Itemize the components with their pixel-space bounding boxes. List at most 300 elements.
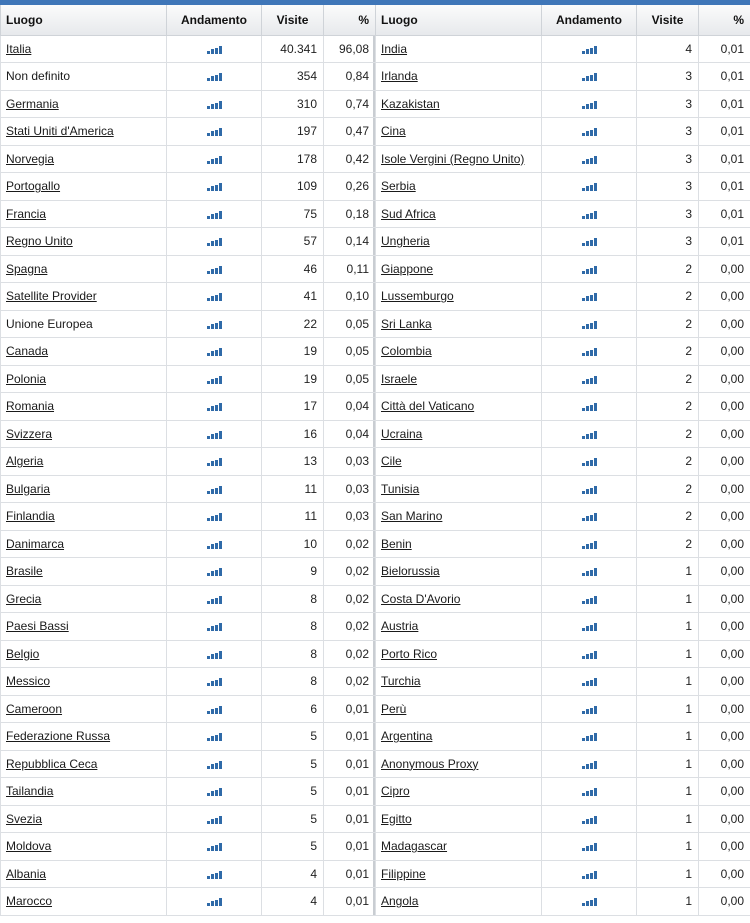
luogo-cell — [1, 805, 167, 833]
location-link[interactable]: Colombia — [381, 344, 432, 359]
location-link[interactable]: Francia — [6, 206, 47, 221]
luogo-cell — [1, 228, 167, 256]
bar-chart-icon[interactable] — [582, 871, 597, 879]
percent-cell: 0,00 — [699, 448, 750, 476]
table-row — [1, 695, 376, 723]
bar-chart-icon[interactable] — [207, 843, 222, 851]
bar-chart-icon[interactable] — [582, 513, 597, 521]
luogo-cell — [1, 668, 167, 696]
right-table-container — [375, 5, 750, 916]
location-link[interactable]: Portogallo — [6, 179, 61, 194]
bar-chart-icon[interactable] — [582, 321, 597, 329]
bar-chart-icon[interactable] — [582, 46, 597, 54]
visite-cell: 5 — [262, 750, 324, 778]
percent-cell: 0,00 — [699, 393, 750, 421]
location-link[interactable]: Belgio — [6, 646, 40, 661]
location-link[interactable]: Canada — [6, 344, 49, 359]
bar-chart-icon[interactable] — [207, 486, 222, 494]
percent-cell: 0,26 — [324, 173, 376, 201]
bar-chart-icon[interactable] — [582, 211, 597, 219]
luogo-cell — [376, 695, 542, 723]
table-row — [1, 338, 376, 366]
location-link[interactable]: Austria — [381, 619, 419, 634]
bar-chart-icon[interactable] — [582, 486, 597, 494]
header-luogo[interactable]: Luogo — [376, 5, 542, 35]
bar-chart-icon[interactable] — [582, 238, 597, 246]
andamento-cell — [542, 723, 637, 751]
bar-chart-icon[interactable] — [207, 348, 222, 356]
location-link[interactable]: Irlanda — [381, 69, 418, 84]
visite-cell: 3 — [637, 145, 699, 173]
locations-table-left — [0, 5, 376, 916]
bar-chart-icon[interactable] — [582, 651, 597, 659]
andamento-cell — [542, 530, 637, 558]
luogo-cell — [376, 35, 542, 63]
location-link[interactable]: Algeria — [6, 454, 44, 469]
table-row — [376, 63, 750, 91]
location-link[interactable]: Italia — [6, 41, 32, 56]
location-link[interactable]: Turchia — [381, 674, 421, 689]
andamento-cell — [167, 200, 262, 228]
bar-chart-icon[interactable] — [582, 73, 597, 81]
bar-chart-icon[interactable] — [207, 651, 222, 659]
visite-cell: 3 — [637, 228, 699, 256]
visite-cell: 2 — [637, 530, 699, 558]
luogo-cell — [376, 90, 542, 118]
location-link[interactable]: Satellite Provider — [6, 289, 97, 304]
location-link[interactable]: Danimarca — [6, 536, 65, 551]
table-row — [1, 200, 376, 228]
bar-chart-icon[interactable] — [582, 788, 597, 796]
luogo-cell — [1, 888, 167, 916]
bar-chart-icon[interactable] — [582, 623, 597, 631]
header-luogo[interactable]: Luogo — [1, 5, 167, 35]
table-row — [1, 805, 376, 833]
location-link[interactable]: Ucraina — [381, 426, 423, 441]
location-link[interactable]: Perù — [381, 701, 407, 716]
location-link[interactable]: Cameroon — [6, 701, 63, 716]
location-link[interactable]: Germania — [6, 96, 59, 111]
location-link[interactable]: Federazione Russa — [6, 729, 111, 744]
header-percent[interactable]: % — [324, 5, 376, 35]
table-row — [376, 200, 750, 228]
location-label: Non definito — [6, 69, 71, 84]
andamento-cell — [167, 393, 262, 421]
percent-cell: 0,00 — [699, 338, 750, 366]
bar-chart-icon[interactable] — [207, 871, 222, 879]
bar-chart-icon[interactable] — [207, 898, 222, 906]
andamento-cell — [167, 695, 262, 723]
location-link[interactable]: Filippine — [381, 866, 426, 881]
bar-chart-icon[interactable] — [582, 568, 597, 576]
luogo-cell — [1, 310, 167, 338]
bar-chart-icon[interactable] — [207, 431, 222, 439]
table-row — [1, 860, 376, 888]
percent-cell: 0,01 — [324, 860, 376, 888]
luogo-cell — [1, 118, 167, 146]
bar-chart-icon[interactable] — [207, 403, 222, 411]
table-header-row — [376, 5, 750, 35]
bar-chart-icon[interactable] — [207, 266, 222, 274]
visite-cell: 5 — [262, 833, 324, 861]
percent-cell: 0,84 — [324, 63, 376, 91]
luogo-cell — [376, 585, 542, 613]
table-row — [376, 283, 750, 311]
location-link[interactable]: Serbia — [381, 179, 416, 194]
bar-chart-icon[interactable] — [207, 733, 222, 741]
andamento-cell — [167, 613, 262, 641]
bar-chart-icon[interactable] — [207, 376, 222, 384]
andamento-cell — [542, 338, 637, 366]
table-row — [1, 145, 376, 173]
luogo-cell — [1, 90, 167, 118]
bar-chart-icon[interactable] — [582, 816, 597, 824]
andamento-cell — [167, 63, 262, 91]
visite-cell: 1 — [637, 833, 699, 861]
luogo-cell — [376, 805, 542, 833]
location-link[interactable]: Lussemburgo — [381, 289, 454, 304]
location-link[interactable]: Israele — [381, 371, 418, 386]
visite-cell: 1 — [637, 668, 699, 696]
bar-chart-icon[interactable] — [582, 293, 597, 301]
location-link[interactable]: Grecia — [6, 591, 42, 606]
location-link[interactable]: Stati Uniti d'America — [6, 124, 114, 139]
locations-table-right — [375, 5, 750, 916]
bar-chart-icon[interactable] — [582, 376, 597, 384]
location-link[interactable]: Regno Unito — [6, 234, 73, 249]
location-link[interactable]: Sri Lanka — [381, 316, 432, 331]
luogo-cell — [376, 310, 542, 338]
percent-cell: 0,00 — [699, 255, 750, 283]
bar-chart-icon[interactable] — [582, 266, 597, 274]
location-link[interactable]: Città del Vaticano — [381, 399, 475, 414]
location-link[interactable]: Anonymous Proxy — [381, 756, 479, 771]
table-row — [376, 90, 750, 118]
luogo-cell — [1, 283, 167, 311]
bar-chart-icon[interactable] — [207, 321, 222, 329]
table-row — [376, 228, 750, 256]
table-row — [1, 585, 376, 613]
luogo-cell — [376, 338, 542, 366]
header-visite[interactable]: Visite — [262, 5, 324, 35]
percent-cell: 0,01 — [699, 173, 750, 201]
location-link[interactable]: Repubblica Ceca — [6, 756, 98, 771]
table-row — [1, 613, 376, 641]
visite-cell: 4 — [262, 888, 324, 916]
bar-chart-icon[interactable] — [582, 843, 597, 851]
visite-cell: 2 — [637, 338, 699, 366]
andamento-cell — [542, 833, 637, 861]
location-link[interactable]: Kazakistan — [381, 96, 440, 111]
bar-chart-icon[interactable] — [207, 623, 222, 631]
bar-chart-icon[interactable] — [207, 568, 222, 576]
bar-chart-icon[interactable] — [207, 678, 222, 686]
andamento-cell — [542, 778, 637, 806]
andamento-cell — [542, 173, 637, 201]
percent-cell: 0,00 — [699, 503, 750, 531]
visite-cell: 1 — [637, 640, 699, 668]
visite-cell: 197 — [262, 118, 324, 146]
table-row — [1, 558, 376, 586]
percent-cell: 0,00 — [699, 860, 750, 888]
bar-chart-icon[interactable] — [207, 816, 222, 824]
luogo-cell — [376, 750, 542, 778]
bar-chart-icon[interactable] — [207, 706, 222, 714]
location-link[interactable]: Cipro — [381, 784, 410, 799]
visite-cell: 41 — [262, 283, 324, 311]
location-link[interactable]: Tailandia — [6, 784, 54, 799]
andamento-cell — [167, 833, 262, 861]
andamento-cell — [167, 255, 262, 283]
table-row — [1, 833, 376, 861]
percent-cell: 0,02 — [324, 585, 376, 613]
luogo-cell — [376, 255, 542, 283]
andamento-cell — [542, 448, 637, 476]
visite-cell: 10 — [262, 530, 324, 558]
location-link[interactable]: Tunisia — [381, 481, 420, 496]
bar-chart-icon[interactable] — [582, 596, 597, 604]
location-link[interactable]: Madagascar — [381, 839, 448, 854]
percent-cell: 0,11 — [324, 255, 376, 283]
location-link[interactable]: Cile — [381, 454, 402, 469]
bar-chart-icon[interactable] — [582, 156, 597, 164]
header-percent[interactable]: % — [699, 5, 750, 35]
visite-cell: 19 — [262, 338, 324, 366]
location-link[interactable]: Egitto — [381, 811, 412, 826]
location-link[interactable]: Paesi Bassi — [6, 619, 69, 634]
table-row — [1, 475, 376, 503]
table-row — [376, 750, 750, 778]
andamento-cell — [542, 310, 637, 338]
location-link[interactable]: Svizzera — [6, 426, 53, 441]
visite-cell: 8 — [262, 585, 324, 613]
andamento-cell — [542, 475, 637, 503]
table-row — [1, 118, 376, 146]
location-link[interactable]: Brasile — [6, 564, 43, 579]
visite-cell: 5 — [262, 723, 324, 751]
bar-chart-icon[interactable] — [582, 403, 597, 411]
percent-cell: 0,14 — [324, 228, 376, 256]
table-row — [376, 503, 750, 531]
table-row — [376, 448, 750, 476]
location-link[interactable]: Argentina — [381, 729, 433, 744]
table-row — [1, 420, 376, 448]
visite-cell: 8 — [262, 668, 324, 696]
visite-cell: 2 — [637, 503, 699, 531]
bar-chart-icon[interactable] — [207, 541, 222, 549]
bar-chart-icon[interactable] — [582, 101, 597, 109]
percent-cell: 0,02 — [324, 558, 376, 586]
luogo-cell — [1, 860, 167, 888]
percent-cell: 0,04 — [324, 393, 376, 421]
bar-chart-icon[interactable] — [207, 73, 222, 81]
location-link[interactable]: Finlandia — [6, 509, 55, 524]
bar-chart-icon[interactable] — [582, 431, 597, 439]
andamento-cell — [167, 420, 262, 448]
luogo-cell — [376, 723, 542, 751]
bar-chart-icon[interactable] — [582, 183, 597, 191]
visite-cell: 2 — [637, 475, 699, 503]
location-link[interactable]: Svezia — [6, 811, 43, 826]
andamento-cell — [167, 145, 262, 173]
table-row — [376, 255, 750, 283]
percent-cell: 0,47 — [324, 118, 376, 146]
andamento-cell — [542, 558, 637, 586]
location-link[interactable]: Ungheria — [381, 234, 430, 249]
location-link[interactable]: Porto Rico — [381, 646, 438, 661]
header-visite[interactable]: Visite — [637, 5, 699, 35]
location-link[interactable]: Cina — [381, 124, 406, 139]
visite-cell: 3 — [637, 200, 699, 228]
visite-cell: 9 — [262, 558, 324, 586]
location-link[interactable]: Angola — [381, 894, 419, 909]
visite-cell: 3 — [637, 63, 699, 91]
luogo-cell — [376, 860, 542, 888]
percent-cell: 0,01 — [699, 228, 750, 256]
percent-cell: 0,03 — [324, 475, 376, 503]
andamento-cell — [167, 530, 262, 558]
bar-chart-icon[interactable] — [207, 211, 222, 219]
table-row — [376, 805, 750, 833]
location-label: Unione Europea — [6, 316, 93, 331]
location-link[interactable]: Norvegia — [6, 151, 55, 166]
bar-chart-icon[interactable] — [207, 46, 222, 54]
visite-cell: 1 — [637, 723, 699, 751]
table-row — [376, 35, 750, 63]
bar-chart-icon[interactable] — [207, 761, 222, 769]
bar-chart-icon[interactable] — [582, 458, 597, 466]
location-link[interactable]: Sud Africa — [381, 206, 436, 221]
bar-chart-icon[interactable] — [582, 761, 597, 769]
bar-chart-icon[interactable] — [207, 128, 222, 136]
bar-chart-icon[interactable] — [582, 898, 597, 906]
header-andamento[interactable]: Andamento — [542, 5, 637, 35]
luogo-cell — [376, 668, 542, 696]
location-link[interactable]: Benin — [381, 536, 412, 551]
percent-cell: 0,00 — [699, 420, 750, 448]
luogo-cell — [1, 723, 167, 751]
andamento-cell — [542, 750, 637, 778]
visite-cell: 1 — [637, 558, 699, 586]
luogo-cell — [376, 888, 542, 916]
table-body-right — [376, 35, 750, 915]
andamento-cell — [167, 750, 262, 778]
table-row — [1, 668, 376, 696]
bar-chart-icon[interactable] — [582, 541, 597, 549]
table-row — [1, 530, 376, 558]
visite-cell: 178 — [262, 145, 324, 173]
table-row — [376, 833, 750, 861]
bar-chart-icon[interactable] — [582, 706, 597, 714]
table-row — [376, 860, 750, 888]
luogo-cell — [376, 503, 542, 531]
visite-cell: 6 — [262, 695, 324, 723]
percent-cell: 0,00 — [699, 833, 750, 861]
luogo-cell — [1, 695, 167, 723]
location-link[interactable]: Costa D'Avorio — [381, 591, 461, 606]
percent-cell: 0,01 — [699, 118, 750, 146]
bar-chart-icon[interactable] — [582, 678, 597, 686]
table-row — [376, 668, 750, 696]
andamento-cell — [542, 888, 637, 916]
bar-chart-icon[interactable] — [207, 101, 222, 109]
visite-cell: 22 — [262, 310, 324, 338]
bar-chart-icon[interactable] — [582, 348, 597, 356]
bar-chart-icon[interactable] — [582, 733, 597, 741]
percent-cell: 0,00 — [699, 888, 750, 916]
percent-cell: 0,05 — [324, 310, 376, 338]
percent-cell: 0,01 — [699, 63, 750, 91]
bar-chart-icon[interactable] — [207, 183, 222, 191]
visite-cell: 19 — [262, 365, 324, 393]
bar-chart-icon[interactable] — [207, 458, 222, 466]
luogo-cell — [1, 35, 167, 63]
andamento-cell — [167, 723, 262, 751]
location-link[interactable]: Polonia — [6, 371, 47, 386]
andamento-cell — [542, 145, 637, 173]
percent-cell: 0,01 — [324, 805, 376, 833]
visite-cell: 16 — [262, 420, 324, 448]
bar-chart-icon[interactable] — [582, 128, 597, 136]
location-link[interactable]: Bulgaria — [6, 481, 51, 496]
andamento-cell — [542, 420, 637, 448]
location-link[interactable]: Isole Vergini (Regno Unito) — [381, 151, 525, 166]
luogo-cell — [1, 558, 167, 586]
percent-cell: 0,00 — [699, 310, 750, 338]
bar-chart-icon[interactable] — [207, 513, 222, 521]
location-link[interactable]: Messico — [6, 674, 51, 689]
luogo-cell — [376, 200, 542, 228]
table-row — [1, 778, 376, 806]
table-row — [1, 503, 376, 531]
location-link[interactable]: Marocco — [6, 894, 53, 909]
andamento-cell — [542, 200, 637, 228]
bar-chart-icon[interactable] — [207, 788, 222, 796]
percent-cell: 0,00 — [699, 585, 750, 613]
visite-cell: 2 — [637, 283, 699, 311]
bar-chart-icon[interactable] — [207, 293, 222, 301]
visite-cell: 1 — [637, 750, 699, 778]
location-link[interactable]: Moldova — [6, 839, 52, 854]
header-andamento[interactable]: Andamento — [167, 5, 262, 35]
location-link[interactable]: Albania — [6, 866, 47, 881]
table-row — [376, 338, 750, 366]
andamento-cell — [542, 365, 637, 393]
visite-cell: 5 — [262, 805, 324, 833]
location-link[interactable]: India — [381, 41, 408, 56]
table-body-left — [1, 35, 376, 915]
bar-chart-icon[interactable] — [207, 238, 222, 246]
percent-cell: 0,01 — [324, 750, 376, 778]
percent-cell: 0,05 — [324, 365, 376, 393]
bar-chart-icon[interactable] — [207, 596, 222, 604]
location-link[interactable]: Bielorussia — [381, 564, 440, 579]
bar-chart-icon[interactable] — [207, 156, 222, 164]
location-link[interactable]: Romania — [6, 399, 55, 414]
percent-cell: 0,02 — [324, 640, 376, 668]
luogo-cell — [376, 613, 542, 641]
visite-cell: 1 — [637, 778, 699, 806]
visite-cell: 2 — [637, 310, 699, 338]
luogo-cell — [1, 365, 167, 393]
location-link[interactable]: Spagna — [6, 261, 48, 276]
luogo-cell — [1, 530, 167, 558]
location-link[interactable]: Giappone — [381, 261, 434, 276]
location-link[interactable]: San Marino — [381, 509, 443, 524]
visite-cell: 5 — [262, 778, 324, 806]
andamento-cell — [167, 118, 262, 146]
table-row — [376, 640, 750, 668]
